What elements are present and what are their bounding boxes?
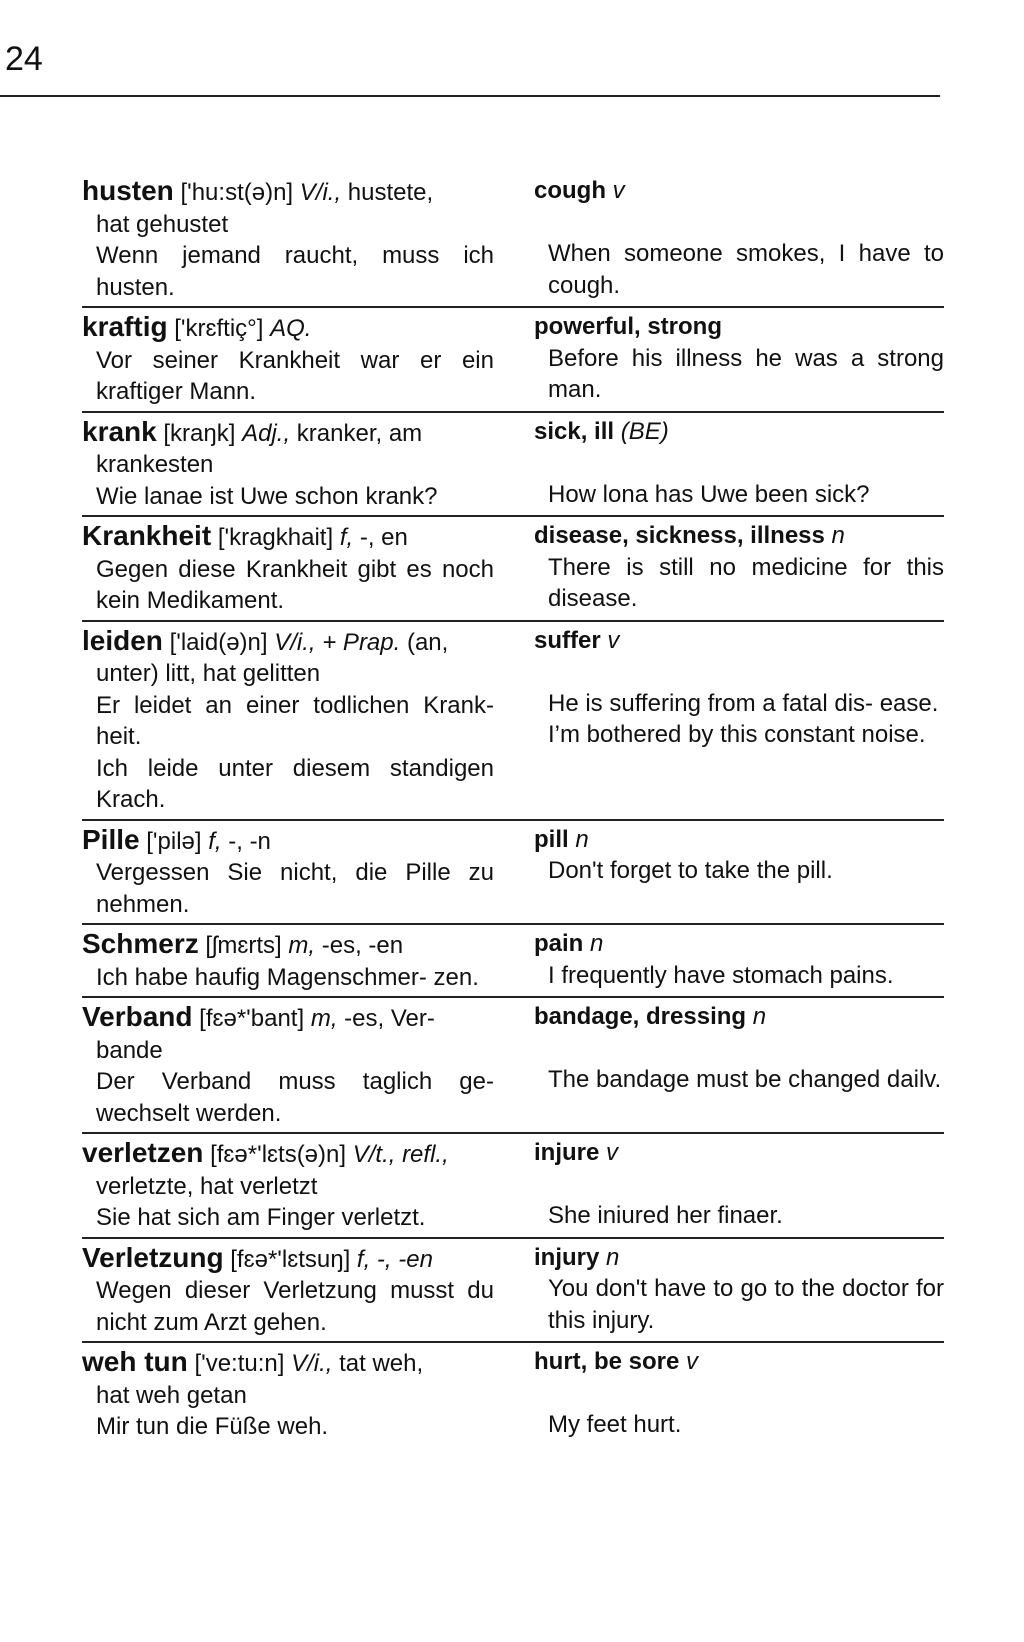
example-german-2: Ich leide unter diesem standigen Krach. xyxy=(96,754,494,813)
part-of-speech: n xyxy=(590,930,604,957)
example-english: You don't have to go to the doctor for this injury. xyxy=(548,1275,944,1334)
entry-english xyxy=(534,1137,944,1234)
forms-continued: hat weh getan xyxy=(96,1381,247,1409)
phonetic: ['ve:tu:n] xyxy=(194,1350,285,1377)
entry-husten xyxy=(82,172,944,308)
forms: hustete, xyxy=(347,179,434,206)
entry-english xyxy=(534,625,944,816)
example-german: Sie hat sich am Finger verletzt. xyxy=(96,1204,426,1231)
entry-english xyxy=(534,311,944,408)
translation-head xyxy=(534,520,944,552)
lemma: krank xyxy=(82,415,157,447)
entry-german xyxy=(82,928,494,993)
example-german: Wegen dieser Verletzung musst du nicht zum Arzt gehen. xyxy=(96,1277,494,1336)
forms: -, en xyxy=(359,524,408,551)
translation-head xyxy=(534,1346,944,1378)
grammar: f, xyxy=(208,827,222,855)
page-number: 24 xyxy=(5,40,43,78)
phonetic: [fɛə*'bant] xyxy=(199,1005,305,1032)
phonetic: ['kragkhait] xyxy=(217,524,334,551)
phonetic: [ʃmɛrts] xyxy=(205,932,282,959)
example-german: Vergessen Sie nicht, die Pille zu nehmen. xyxy=(96,859,494,918)
entry-schmerz xyxy=(82,925,944,998)
lemma: kraftig xyxy=(82,311,168,342)
grammar: Adj., xyxy=(242,419,291,447)
entry-german xyxy=(82,824,494,921)
grammar: V/i., xyxy=(291,1350,333,1377)
entry-head xyxy=(82,520,494,554)
forms: (an, xyxy=(406,628,449,656)
spacer xyxy=(534,207,944,239)
entry-kraftig xyxy=(82,308,944,413)
forms-continued: krankesten xyxy=(96,451,214,478)
entry-german xyxy=(82,175,494,303)
translation-head xyxy=(534,824,944,856)
entry-head xyxy=(82,928,494,962)
part-of-speech: v xyxy=(612,177,625,204)
example-english: My feet hurt. xyxy=(548,1411,682,1438)
entry-english xyxy=(534,1346,944,1443)
translation-head xyxy=(534,928,944,960)
translation: pill xyxy=(534,825,569,853)
entry-pille xyxy=(82,821,944,926)
spacer xyxy=(534,1033,944,1065)
lemma: Pille xyxy=(82,823,140,855)
forms-continued: verletzte, hat verletzt xyxy=(96,1172,318,1200)
part-of-speech: v xyxy=(686,1348,699,1375)
example-english: When someone smokes, I have to cough. xyxy=(548,240,944,299)
entry-head xyxy=(82,1242,494,1276)
entry-verletzung xyxy=(82,1239,944,1344)
entry-english xyxy=(534,824,944,921)
translation: hurt, be sore xyxy=(534,1348,680,1375)
grammar: f, xyxy=(339,524,354,551)
entry-english xyxy=(534,175,944,303)
example-english: Don't forget to take the pill. xyxy=(548,857,833,884)
grammar: AQ. xyxy=(270,315,312,342)
entry-head xyxy=(82,416,494,450)
phonetic: ['laid(ə)n] xyxy=(169,628,268,656)
example-german: Mir tun die Füße weh. xyxy=(96,1413,329,1440)
entry-english xyxy=(534,416,944,513)
entry-german xyxy=(82,1137,494,1234)
entry-english xyxy=(534,1242,944,1339)
phonetic: ['hu:st(ə)n] xyxy=(180,179,294,206)
forms: tat weh, xyxy=(339,1350,424,1377)
entry-german xyxy=(82,1346,494,1443)
entry-verletzen xyxy=(82,1134,944,1239)
entry-german xyxy=(82,625,494,816)
example-german: Ich habe haufig Magenschmer- zen. xyxy=(96,963,479,991)
example-english: How lona has Uwe been sick? xyxy=(548,480,870,508)
entry-head xyxy=(82,1137,494,1171)
translation-head xyxy=(534,416,944,448)
lemma: Verband xyxy=(82,1001,193,1032)
forms: kranker, am xyxy=(296,419,423,447)
spacer xyxy=(534,1378,944,1410)
lemma: Schmerz xyxy=(82,928,199,959)
entry-head xyxy=(82,824,494,858)
phonetic: [fɛə*'lɛtsuŋ] xyxy=(230,1245,351,1273)
spacer xyxy=(534,1169,944,1201)
grammar: m, xyxy=(288,932,316,959)
entry-leiden xyxy=(82,622,944,821)
entry-head xyxy=(82,175,494,209)
forms-continued: hat gehustet xyxy=(96,210,229,238)
forms-continued: unter) litt, hat gelitten xyxy=(96,660,321,687)
entry-krankheit xyxy=(82,517,944,622)
translation-head xyxy=(534,175,944,207)
header-rule xyxy=(0,95,940,97)
entry-english xyxy=(534,520,944,617)
example-english: He is suffering from a fatal dis- ease. xyxy=(548,689,939,717)
entry-english xyxy=(534,1001,944,1129)
example-german: Der Verband muss taglich ge- wechselt werden. xyxy=(96,1068,494,1127)
translation-head xyxy=(534,1242,944,1274)
example-english: She iniured her finaer. xyxy=(548,1202,783,1229)
translation-head xyxy=(534,1137,944,1169)
entry-head xyxy=(82,311,494,345)
example-german: Gegen diese Krankheit gibt es noch kein Medikament. xyxy=(96,555,494,614)
entry-verband xyxy=(82,998,944,1134)
grammar: V/i., xyxy=(299,179,342,206)
phonetic: [fɛə*'lɛts(ə)n] xyxy=(210,1141,347,1168)
translation: disease, sickness, illness xyxy=(534,522,825,549)
example-english: The bandage must be changed dailv. xyxy=(548,1066,942,1093)
entry-head xyxy=(82,1346,494,1380)
entry-german xyxy=(82,520,494,617)
entry-head xyxy=(82,625,494,659)
part-of-speech: n xyxy=(575,825,589,853)
example-english-2: I’m bothered by this constant noise. xyxy=(548,721,926,748)
dictionary-entries xyxy=(82,172,944,1446)
translation-head xyxy=(534,625,944,657)
entry-german xyxy=(82,311,494,408)
entry-german xyxy=(82,416,494,513)
entry-german xyxy=(82,1001,494,1129)
example-english: There is still no medicine for this disease. xyxy=(548,553,944,612)
spacer xyxy=(534,656,944,688)
part-of-speech: v xyxy=(606,1139,619,1166)
lemma: Krankheit xyxy=(82,520,212,551)
lemma: weh tun xyxy=(82,1346,188,1377)
forms: -es, Ver- xyxy=(344,1005,435,1032)
translation: bandage, dressing xyxy=(534,1003,747,1030)
entry-weh-tun xyxy=(82,1343,944,1446)
entry-head xyxy=(82,1001,494,1035)
phonetic: [kraŋk] xyxy=(163,419,236,447)
grammar: V/i., + Prap. xyxy=(274,628,401,656)
forms: -es, -en xyxy=(321,932,404,959)
part-of-speech: n xyxy=(831,522,845,549)
usage-note: (BE) xyxy=(620,417,669,445)
phonetic: ['krɛftiç°] xyxy=(174,315,264,342)
entry-english xyxy=(534,928,944,993)
lemma: verletzen xyxy=(82,1137,204,1168)
example-german: Wenn jemand raucht, muss ich husten. xyxy=(96,242,494,301)
part-of-speech: v xyxy=(607,626,620,654)
translation: pain xyxy=(534,930,584,957)
forms-continued: bande xyxy=(96,1036,163,1064)
part-of-speech: n xyxy=(752,1003,767,1030)
example-german: Er leidet an einer todlichen Krank- heit. xyxy=(96,691,494,750)
forms: -, -n xyxy=(228,827,271,855)
translation-head xyxy=(534,311,944,343)
example-german: Vor seiner Krankheit war er ein kraftiger Mann. xyxy=(96,346,494,405)
example-english: I frequently have stomach pains. xyxy=(548,961,894,989)
lemma: Verletzung xyxy=(82,1241,224,1273)
translation: cough xyxy=(534,177,606,204)
lemma: leiden xyxy=(82,624,163,656)
entry-krank xyxy=(82,413,944,518)
grammar: V/t., refl., xyxy=(352,1141,449,1168)
example-german: Wie lanae ist Uwe schon krank? xyxy=(96,482,438,510)
translation: powerful, strong xyxy=(534,313,722,340)
translation-head xyxy=(534,1001,944,1033)
grammar: m, xyxy=(310,1005,338,1032)
lemma: husten xyxy=(82,175,174,206)
translation: suffer xyxy=(534,626,601,654)
grammar: f, -, -en xyxy=(356,1245,433,1273)
example-english: Before his illness he was a strong man. xyxy=(548,344,944,403)
translation: injury xyxy=(534,1243,600,1271)
translation: injure xyxy=(534,1139,600,1166)
part-of-speech: n xyxy=(606,1243,620,1271)
phonetic: ['pilə] xyxy=(146,827,202,855)
entry-german xyxy=(82,1242,494,1339)
translation: sick, ill xyxy=(534,417,615,445)
spacer xyxy=(534,447,944,479)
